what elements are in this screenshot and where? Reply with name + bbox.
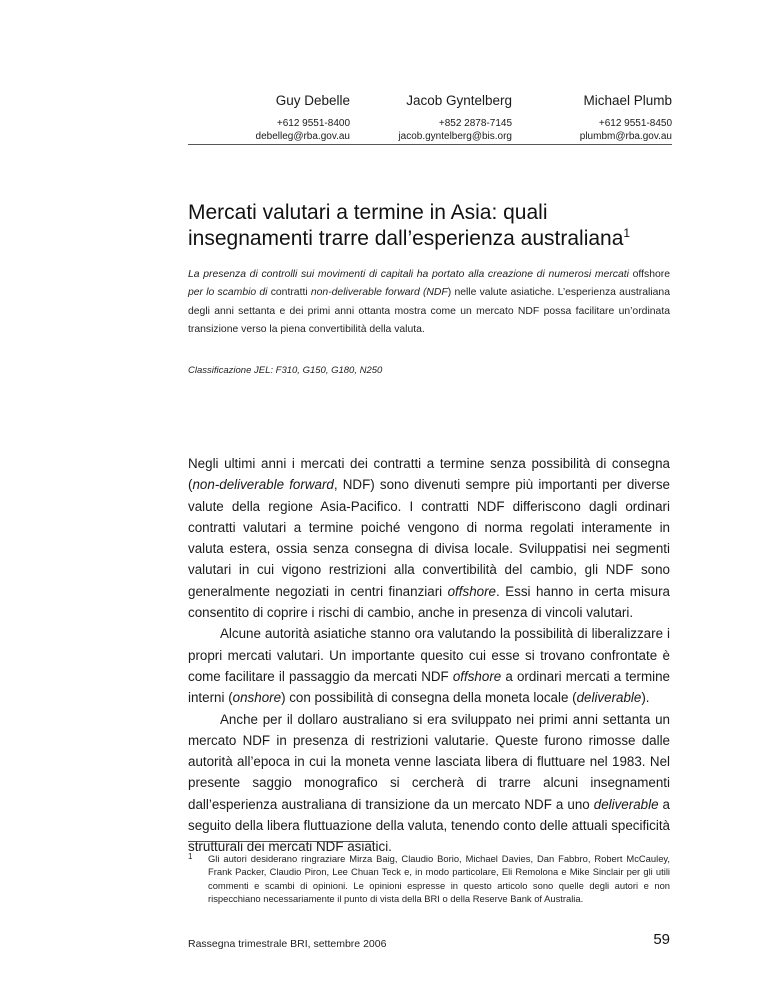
- body-italic: deliverable: [576, 690, 642, 706]
- jel-classification: Classificazione JEL: F310, G150, G180, N250: [188, 365, 383, 376]
- body-italic: deliverable: [593, 796, 659, 812]
- footnote-rule: [188, 841, 374, 842]
- body-text: Alcune autorità asiatiche stanno ora valutando la possibilità di liberalizzare i propri mercati valutari. Un importante quesito cui esse si trovano confrontate è come facilitare il passaggio da mercati NDF: [188, 626, 670, 684]
- author-phone: +612 9551-8450: [598, 118, 672, 129]
- body-text: , NDF) sono divenuti sempre più importanti per diverse valute della regione Asia-Pacifico. I contratti NDF differiscono dagli ordinari contratti valutari a termine poiché vengono di norma regolati interamente in valuta estera, ossia senza consegna di divisa locale. Sviluppatisi nei segmenti valutari in cui vigono restrizioni alla convertibilità del cambio, gli NDF sono generalmente negoziati in centri finanziari: [188, 477, 670, 599]
- title-line-2: insegnamenti trarre dall’esperienza australiana: [188, 227, 624, 250]
- abstract-text: per lo scambio di: [188, 287, 271, 299]
- author-name: Michael Plumb: [583, 93, 672, 108]
- author-phone: +612 9551-8400: [276, 118, 350, 129]
- paragraph-1: [188, 453, 670, 623]
- body-text: ) con possibilità di consegna della moneta locale (: [281, 690, 577, 706]
- author-name: Guy Debelle: [275, 93, 350, 108]
- body-italic: non-deliverable forward: [192, 477, 334, 493]
- author-name: Jacob Gyntelberg: [406, 93, 512, 108]
- header-rule: [188, 144, 672, 145]
- article-title: [188, 200, 668, 252]
- footnote-mark: 1: [188, 852, 193, 861]
- title-footnote-mark: 1: [623, 226, 631, 240]
- body-text: Negli ultimi anni i mercati dei contratti a termine senza possibilità di consegna (: [188, 456, 670, 493]
- page-number: 59: [653, 931, 670, 948]
- abstract-term: contratti: [270, 287, 308, 299]
- abstract-text: ) nelle valute asiatiche. L’esperienza australiana degli anni settanta e dei primi anni ottanta mostra come un mercato NDF possa facilitare un’ordinata transizione verso la piena convertibilità della valuta.: [188, 287, 670, 336]
- body-italic: offshore: [447, 583, 496, 599]
- author-block: [188, 93, 672, 142]
- footnote-text: Gli autori desiderano ringraziare Mirza Baig, Claudio Borio, Michael Davies, Dan Fabbro, Robert McCauley, Frank Packer, Claudio Piron, Lee Chuan Teck e, in modo particolare, Eli Remolona e Mike Sinclair per gli utili commenti e scambi di opinioni. Le opinioni espresse in questo articolo sono quelle degli autori e non rispecchiano necessariamente il punto di vista della BRI o della Reserve Bank of Australia.: [208, 853, 670, 905]
- body-text: a ordinari mercati a termine interni (: [188, 668, 670, 706]
- body-italic: onshore: [232, 690, 282, 706]
- abstract: [188, 266, 670, 340]
- body-text: Anche per il dollaro australiano si era sviluppato nei primi anni settanta un mercato NDF in presenza di restrizioni valutarie. Queste furono rimosse dalle autorità all’epoca in cui la moneta venne lasciata libera di fluttuare nel 1983. Nel presente saggio monografico si cercherà di trarre alcuni insegnamenti dall’esperienza australiana di transizione da un mercato NDF a uno: [188, 711, 670, 812]
- abstract-term: offshore: [632, 269, 670, 280]
- author-phone: +852 2878-7145: [438, 118, 512, 129]
- abstract-text: non-deliverable forward (NDF: [307, 287, 448, 299]
- author-2: [398, 93, 512, 143]
- author-1: [256, 93, 350, 143]
- author-email: jacob.gyntelberg@bis.org: [398, 131, 512, 142]
- body-italic: offshore: [452, 668, 502, 684]
- body-text: a seguito della libera fluttuazione della valuta, tenendo conto delle attuali specificità strutturali dei mercati NDF asiatici.: [188, 796, 671, 855]
- body-text: . Essi hanno in certa misura consentito di coprire i rischi di cambio, anche in presenza di vincoli valutari.: [188, 583, 670, 621]
- body-text: ).: [641, 690, 650, 706]
- author-3: [580, 93, 672, 143]
- title-line-1: Mercati valutari a termine in Asia: quali: [188, 201, 548, 224]
- article-body: [188, 453, 670, 858]
- paragraph-2: [188, 623, 670, 708]
- journal-footer: Rassegna trimestrale BRI, settembre 2006: [188, 938, 387, 950]
- paragraph-3: [188, 709, 670, 858]
- author-email: plumbm@rba.gov.au: [579, 131, 672, 142]
- abstract-text: La presenza di controlli sui movimenti di capitali ha portato alla creazione di numerosi mercati: [188, 269, 633, 280]
- author-email: debelleg@rba.gov.au: [255, 131, 350, 142]
